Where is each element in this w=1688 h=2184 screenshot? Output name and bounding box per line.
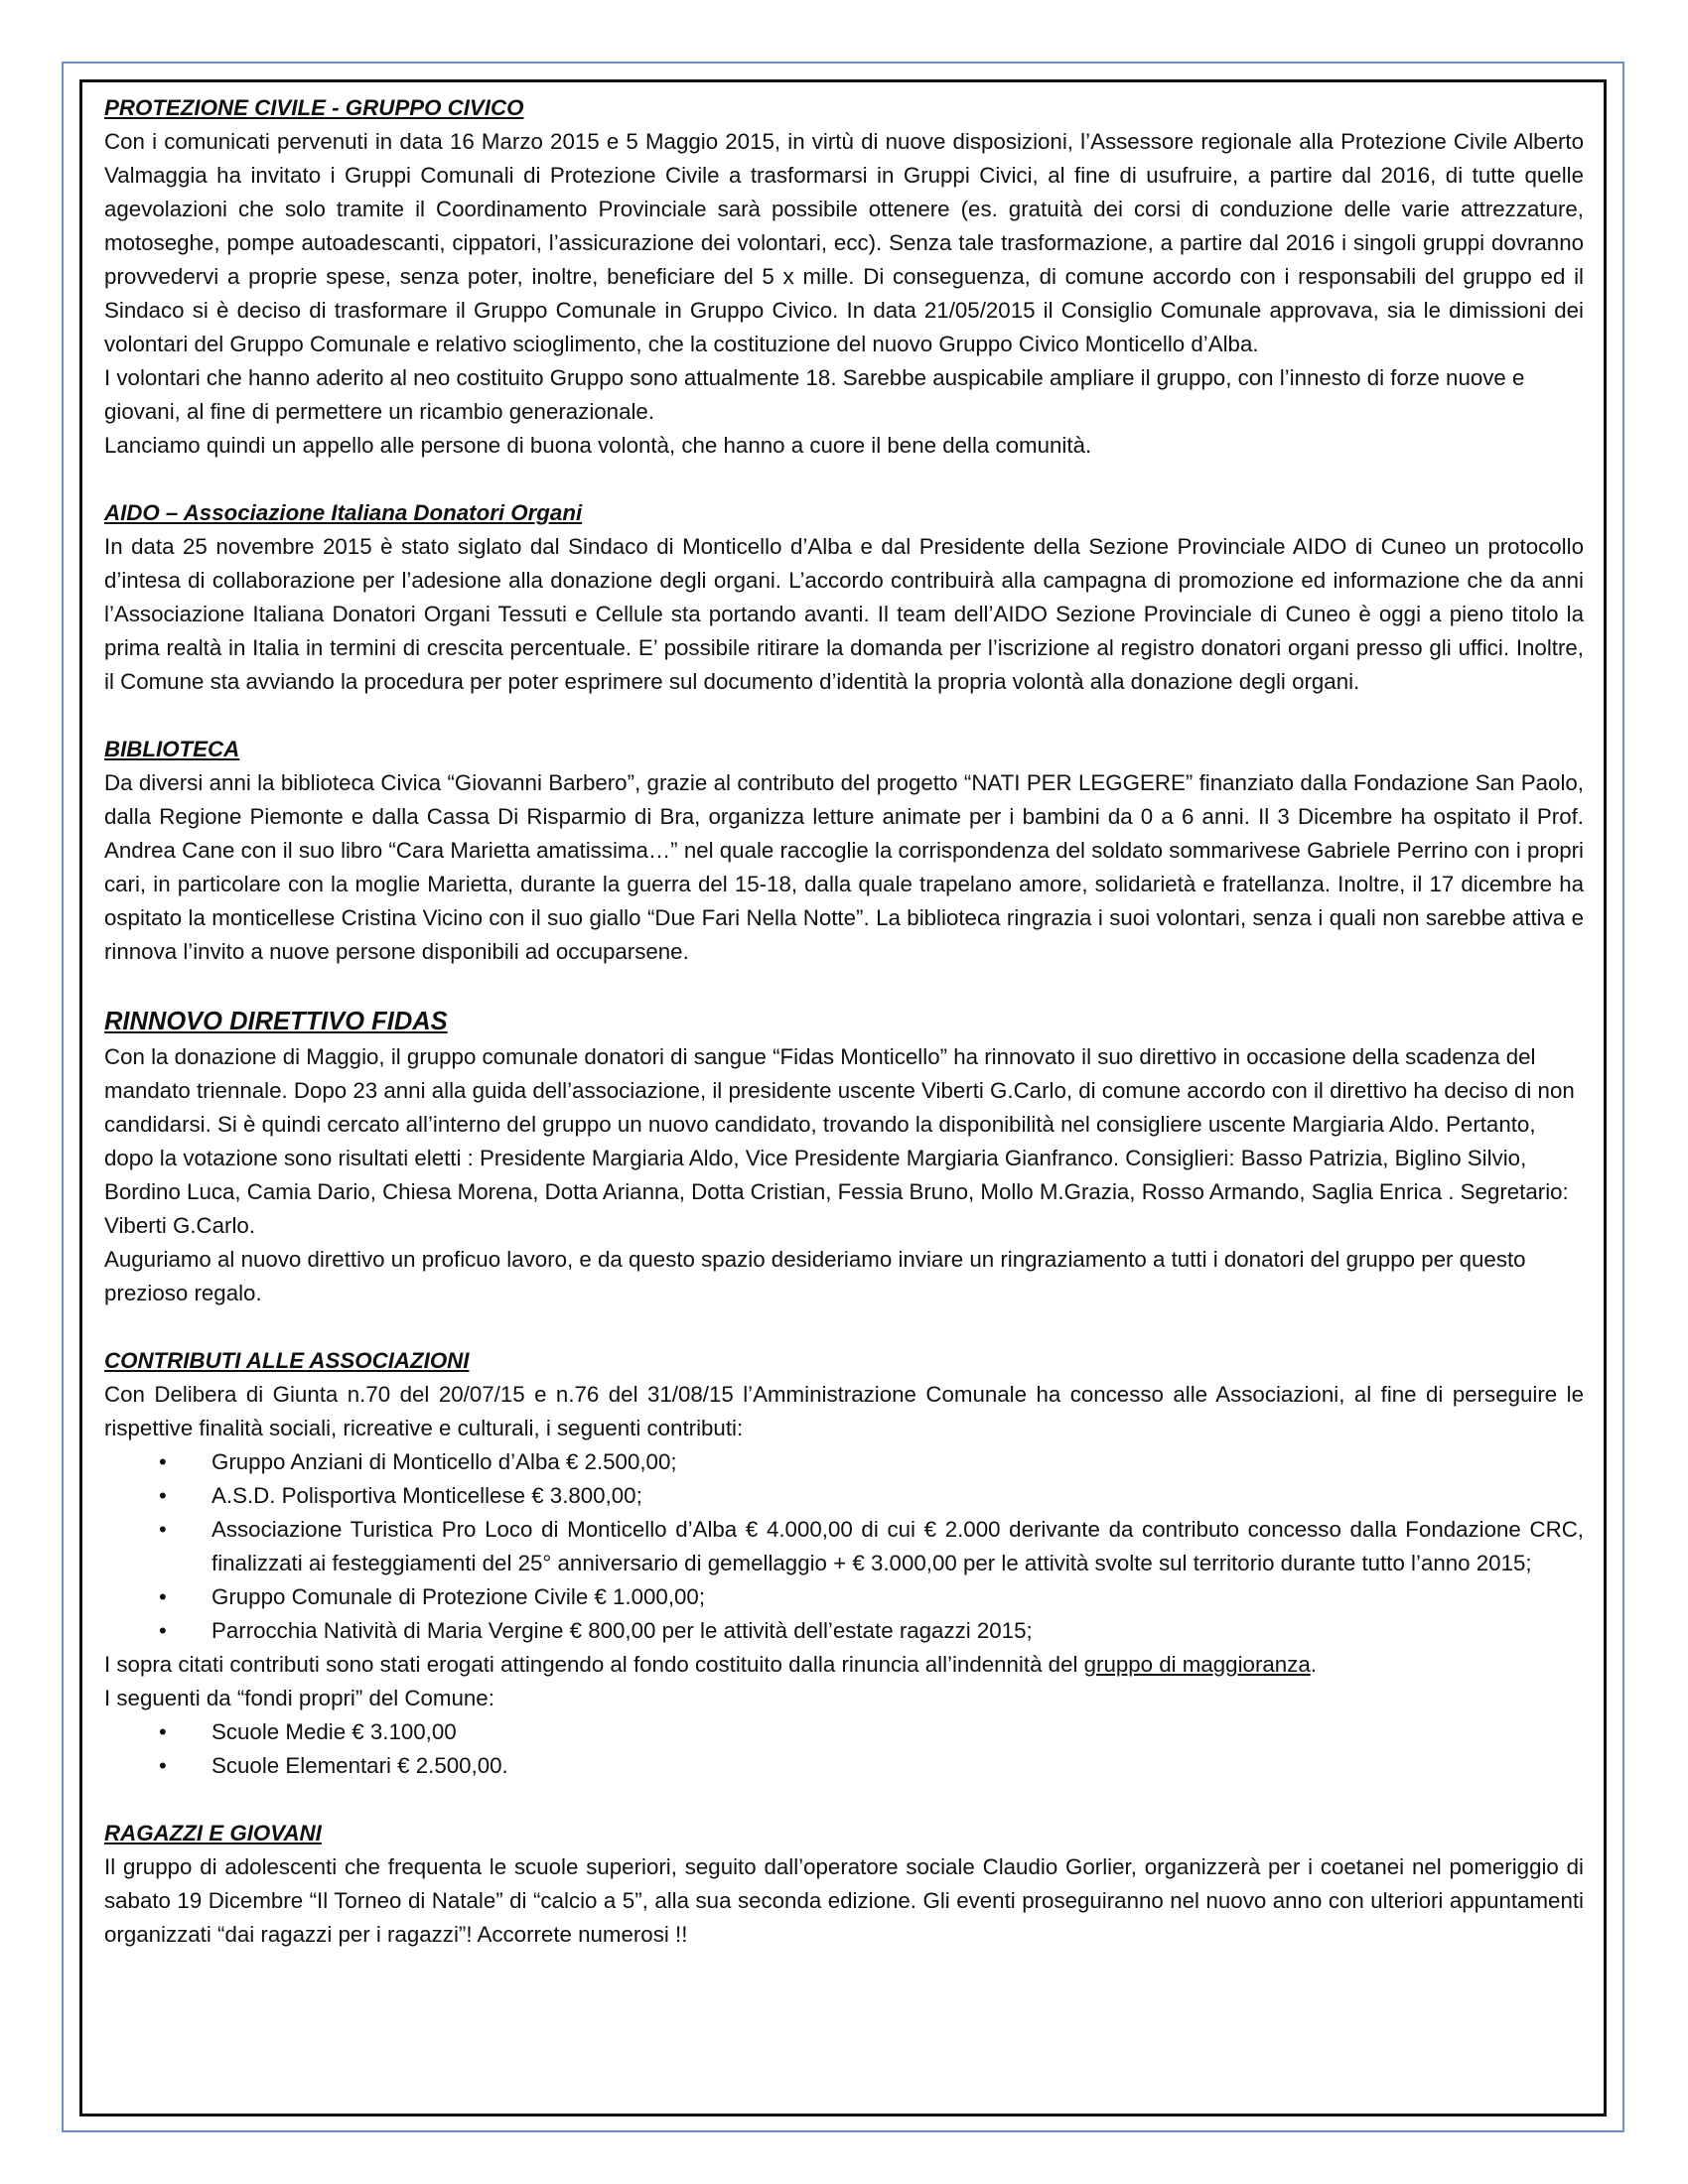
paragraph-fondi-propri: I seguenti da “fondi propri” del Comune: [104,1686,494,1710]
paragraph-fidas-1: Con la donazione di Maggio, il gruppo comunale donatori di sangue “Fidas Monticello” ha rinnovato il suo direttivo in occasione della scadenza del mandato triennale. Dopo 23 anni alla guida dell’associazione, il presidente uscente Viberti G.Carlo, di comune accordo con il direttivo ha deciso di non candidarsi. Si è quindi cercato all’interno del gruppo un nuovo candidato, trovando la disponibilità nel consigliere uscente Margiaria Aldo. Pertanto, dopo la votazione sono risultati eletti : Presidente Margiaria Aldo, Vice Presidente Margiaria Gianfranco. Consiglieri: Basso Patrizia, Biglino Silvio, Bordino Luca, Camia Dario, Chiesa Morena, Dotta Arianna, Dotta Cristian, Fessia Bruno, Mollo M.Grazia, Rosso Armando, Saglia Enrica . Segretario: Viberti G.Carlo. [104,1044,1575,1238]
note-text-end: . [1310,1652,1317,1677]
list-item: • Gruppo Anziani di Monticello d’Alba € 2.500,00; [104,1445,1584,1479]
note-text: I sopra citati contributi sono stati erogati attingendo al fondo costituito dalla rinuncia all’indennità del [104,1652,1084,1677]
spacer [104,1310,1584,1344]
paragraph-fidas-2: Auguriamo al nuovo direttivo un proficuo lavoro, e da questo spazio desideriamo inviare un ringraziamento a tutti i donatori del gruppo per questo prezioso regalo. [104,1247,1526,1305]
paragraph-biblioteca-1: Da diversi anni la biblioteca Civica “Giovanni Barbero”, grazie al contributo del progetto “NATI PER LEGGERE” finanziato dalla Fondazione San Paolo, dalla Regione Piemonte e dalla Cassa Di Risparmio di Bra, organizza letture animate per i bambini da 0 a 6 anni. Il 3 Dicembre ha ospitato il Prof. Andrea Cane con il suo libro “Cara Marietta amatissima…” nel quale raccoglie la corrispondenza del soldato sommarivese Gabriele Perrino con i propri cari, in particolare con la moglie Marietta, durante la guerra del 15-18, dalla quale trapelano amore, solidarietà e fratellanza. Inoltre, il 17 dicembre ha ospitato la monticellese Cristina Vicino con il suo giallo “Due Fari Nella Notte”. La biblioteca ringrazia i suoi volontari, senza i quali non sarebbe attiva e rinnova l’invito a nuove persone disponibili ad occuparsene. [104,770,1584,964]
spacer [104,1783,1584,1817]
spacer [104,463,1584,496]
contributi-list [104,1445,1584,1648]
list-item: • Scuole Elementari € 2.500,00. [104,1749,1584,1783]
gruppo-maggioranza-link[interactable]: gruppo di maggioranza [1083,1652,1311,1677]
section-heading-aido: AIDO – Associazione Italiana Donatori Organi [104,500,583,525]
section-heading-fidas: RINNOVO DIRETTIVO FIDAS [104,1008,448,1035]
paragraph-protezione-2: I volontari che hanno aderito al neo costituito Gruppo sono attualmente 18. Sarebbe auspicabile ampliare il gruppo, con l’innesto di forze nuove e giovani, al fine di permettere un ricambio generazionale. [104,365,1525,424]
spacer [104,699,1584,733]
list-item: • Parrocchia Natività di Maria Vergine € 800,00 per le attività dell’estate ragazzi 2015; [104,1614,1584,1648]
fondi-propri-list [104,1715,1584,1783]
paragraph-protezione-1: Con i comunicati pervenuti in data 16 Marzo 2015 e 5 Maggio 2015, in virtù di nuove disposizioni, l’Assessore regionale alla Protezione Civile Alberto Valmaggia ha invitato i Gruppi Comunali di Protezione Civile a trasformarsi in Gruppi Civici, al fine di usufruire, a partire dal 2016, di tutte quelle agevolazioni che solo tramite il Coordinamento Provinciale sarà possibile ottenere (es. gratuità dei corsi di conduzione delle varie attrezzature, motoseghe, pompe autoadescanti, cippatori, l’assicurazione dei volontari, ecc). Senza tale trasformazione, a partire dal 2016 i singoli gruppi dovranno provvedervi a proprie spese, senza poter, inoltre, beneficiare del 5 x mille. Di conseguenza, di comune accordo con i responsabili del gruppo ed il Sindaco si è deciso di trasformare il Gruppo Comunale in Gruppo Civico. In data 21/05/2015 il Consiglio Comunale approvava, sia le dimissioni dei volontari del Gruppo Comunale e relativo scioglimento, che la costituzione del nuovo Gruppo Civico Monticello d’Alba. [104,129,1584,356]
section-heading-contributi: CONTRIBUTI ALLE ASSOCIAZIONI [104,1348,470,1373]
list-item: • A.S.D. Polisportiva Monticellese € 3.800,00; [104,1479,1584,1513]
section-heading-ragazzi: RAGAZZI E GIOVANI [104,1821,322,1845]
paragraph-aido-1: In data 25 novembre 2015 è stato siglato dal Sindaco di Monticello d’Alba e dal Presidente della Sezione Provinciale AIDO di Cuneo un protocollo d’intesa di collaborazione per l’adesione alla donazione degli organi. L’accordo contribuirà alla campagna di promozione ed informazione che da anni l’Associazione Italiana Donatori Organi Tessuti e Cellule sta portando avanti. Il team dell’AIDO Sezione Provinciale di Cuneo è oggi a pieno titolo la prima realtà in Italia in termini di crescita percentuale. E’ possibile ritirare la domanda per l’iscrizione al registro donatori organi presso gli uffici. Inoltre, il Comune sta avviando la procedura per poter esprimere sul documento d’identità la propria volontà alla donazione degli organi. [104,534,1584,694]
paragraph-ragazzi-1: Il gruppo di adolescenti che frequenta le scuole superiori, seguito dall’operatore sociale Claudio Gorlier, organizzerà per i coetanei nel pomeriggio di sabato 19 Dicembre “Il Torneo di Natale” di “calcio a 5”, alla sua seconda edizione. Gli eventi proseguiranno nel nuovo anno con ulteriori appuntamenti organizzati “dai ragazzi per i ragazzi”! Accorrete numerosi !! [104,1854,1584,1947]
paragraph-contributi-note [104,1648,1584,1682]
document-body [104,91,1584,1952]
paragraph-protezione-3: Lanciamo quindi un appello alle persone di buona volontà, che hanno a cuore il bene della comunità. [104,433,1092,458]
list-item: • Associazione Turistica Pro Loco di Monticello d’Alba € 4.000,00 di cui € 2.000 derivante da contributo concesso dalla Fondazione CRC, finalizzati ai festeggiamenti del 25° anniversario di gemellaggio + € 3.000,00 per le attività svolte sul territorio durante tutto l’anno 2015; [104,1513,1584,1580]
paragraph-contributi-intro: Con Delibera di Giunta n.70 del 20/07/15 e n.76 del 31/08/15 l’Amministrazione Comunale ha concesso alle Associazioni, al fine di perseguire le rispettive finalità sociali, ricreative e culturali, i seguenti contributi: [104,1382,1584,1440]
spacer [104,969,1584,1003]
section-heading-protezione-civile: PROTEZIONE CIVILE - GRUPPO CIVICO [104,95,524,120]
section-heading-biblioteca: BIBLIOTECA [104,737,240,761]
list-item: • Gruppo Comunale di Protezione Civile € 1.000,00; [104,1580,1584,1614]
list-item: • Scuole Medie € 3.100,00 [104,1715,1584,1749]
